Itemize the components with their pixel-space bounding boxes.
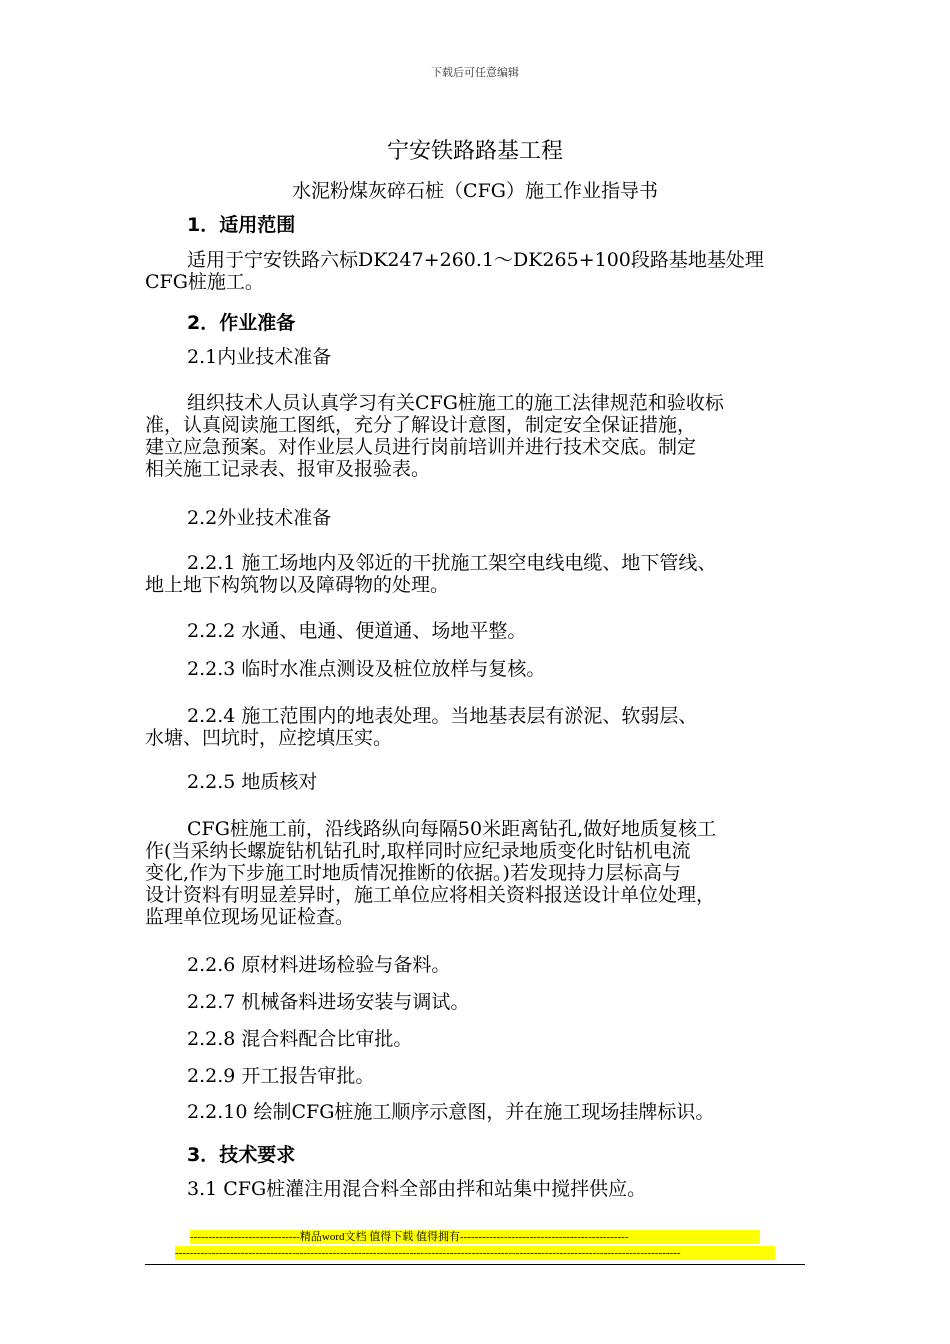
section-2-2-9: 2.2.9 开工报告审批。 [187,1065,375,1087]
footer-banner: ------------------------------精品word文档 值得下载 值得拥有---------------------------------------------- [190,1230,760,1244]
section-2-1-heading: 2.1内业技术准备 [187,346,332,368]
section-2-2-5: 2.2.5 地质核对 [187,771,318,793]
document-subtitle: 水泥粉煤灰碎石桩（CFG）施工作业指导书 [292,180,658,202]
section-2-2-6: 2.2.6 原材料进场检验与备料。 [187,954,451,976]
section-2-1-text: 组织技术人员认真学习有关CFG桩施工的施工法律规范和验收标 准，认真阅读施工图纸，充分了解设计意图，制定安全保证措施， 建立应急预案。对作业层人员进行岗前培训并进行技术交底。制定 相关施工记录表、报审及报验表。 [145,392,724,480]
section-1-heading: 1．适用范围 [187,214,296,236]
footer-rule [145,1264,805,1265]
section-1-text: 适用于宁安铁路六标DK247+260.1～DK265+100段路基地基处理 CFG桩施工。 [145,249,764,293]
section-2-2-3: 2.2.3 临时水准点测设及桩位放样与复核。 [187,658,546,680]
section-3-1: 3.1 CFG桩灌注用混合料全部由拌和站集中搅拌供应。 [187,1178,647,1200]
section-2-2-8: 2.2.8 混合料配合比审批。 [187,1028,413,1050]
header-note: 下载后可任意编辑 [431,66,519,79]
footer-dashes: ------------------------------------------------------------------------------------------------------------------------------------------ [175,1246,775,1260]
section-2-2-4: 2.2.4 施工范围内的地表处理。当地基表层有淤泥、软弱层、 水塘、凹坑时，应挖填压实。 [145,705,698,749]
section-2-heading: 2．作业准备 [187,312,296,334]
section-2-2-5-text: CFG桩施工前，沿线路纵向每隔50米距离钻孔,做好地质复核工 作(当采纳长螺旋钻机钻孔时,取样同时应纪录地质变化时钻机电流 变化,作为下步施工时地质情况推断的依据。)若发现持力层标高与 设计资料有明显差异时，施工单位应将相关资料报送设计单位处理， 监理单位现场见证检查。 [145,818,717,928]
section-2-2-10: 2.2.10 绘制CFG桩施工顺序示意图，并在施工现场挂牌标识。 [187,1101,715,1123]
section-2-2-7: 2.2.7 机械备料进场安装与调试。 [187,991,470,1013]
section-2-2-1: 2.2.1 施工场地内及邻近的干扰施工架空电线电缆、地下管线、 地上地下构筑物以及障碍物的处理。 [145,552,717,596]
section-2-2-2: 2.2.2 水通、电通、便道通、场地平整。 [187,620,527,642]
document-title: 宁安铁路路基工程 [386,139,563,164]
section-2-2-heading: 2.2外业技术准备 [187,507,332,529]
section-3-heading: 3．技术要求 [187,1144,296,1166]
